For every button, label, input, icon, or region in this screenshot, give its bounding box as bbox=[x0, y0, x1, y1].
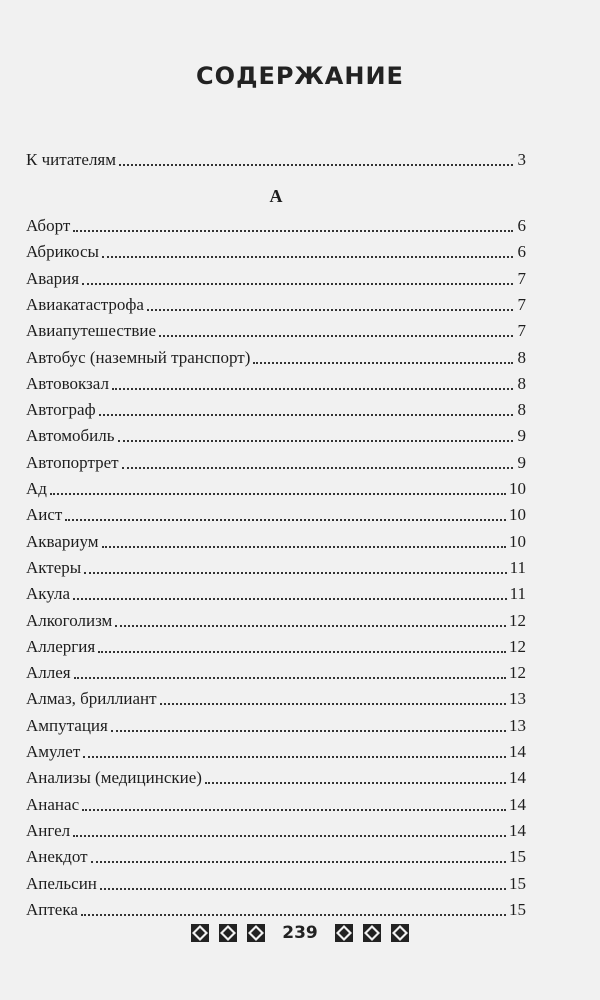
toc-entry-page: 11 bbox=[509, 557, 526, 577]
ornament-icon bbox=[390, 923, 410, 943]
toc-entry-page: 8 bbox=[517, 400, 526, 420]
leader-dots bbox=[102, 544, 506, 548]
toc-entry-label: Автовокзал bbox=[26, 373, 109, 393]
toc-entry bbox=[26, 291, 526, 315]
toc-entry-label: Ад bbox=[26, 479, 47, 498]
toc-entry bbox=[26, 870, 526, 894]
toc-entry-page: 9 bbox=[517, 452, 526, 472]
toc-entry-label: Аптека bbox=[26, 899, 78, 919]
toc-entry-page: 13 bbox=[509, 715, 526, 735]
toc-entry bbox=[26, 501, 526, 525]
toc-entry-label: Абрикосы bbox=[26, 242, 99, 262]
ornament-icon bbox=[334, 923, 354, 943]
toc-entry bbox=[26, 449, 526, 473]
toc-entry-label: Ангел bbox=[26, 820, 71, 840]
leader-dots bbox=[253, 360, 513, 364]
toc-entry-page: 7 bbox=[517, 268, 526, 288]
toc-entry bbox=[26, 659, 526, 683]
toc-entry bbox=[26, 396, 526, 420]
toc-entry-page: 7 bbox=[517, 321, 526, 341]
toc-entry-label: Автограф bbox=[26, 400, 96, 420]
leader-dots bbox=[65, 517, 506, 521]
toc-entry bbox=[26, 817, 526, 841]
leader-dots bbox=[73, 596, 507, 600]
leader-dots bbox=[99, 412, 513, 416]
toc-entry bbox=[26, 607, 526, 631]
toc-entry-page: 14 bbox=[509, 794, 526, 814]
toc-entry bbox=[26, 554, 526, 578]
leader-dots bbox=[50, 491, 506, 495]
toc-entry bbox=[26, 344, 526, 368]
toc-entry-label: Автобус (наземный транспорт) bbox=[26, 347, 251, 367]
toc-entry bbox=[26, 370, 526, 394]
toc-entry bbox=[26, 764, 526, 788]
toc-entry-label: Аист bbox=[26, 505, 63, 525]
toc-entry bbox=[26, 712, 526, 736]
toc-entry-label: Автопортрет bbox=[26, 452, 119, 472]
toc-entry-page: 11 bbox=[509, 584, 526, 604]
toc-entry-page: 10 bbox=[509, 505, 526, 525]
toc-entry bbox=[26, 843, 526, 867]
toc-entry-page: 15 bbox=[509, 899, 526, 919]
leader-dots bbox=[205, 780, 506, 784]
toc-entry-page: 12 bbox=[509, 663, 526, 683]
toc-entry bbox=[26, 528, 526, 552]
toc-entry bbox=[26, 791, 526, 815]
toc-entry bbox=[26, 738, 526, 762]
toc-entry-page: 15 bbox=[509, 873, 526, 893]
toc-entry-page: 14 bbox=[509, 768, 526, 788]
toc-entry bbox=[26, 475, 526, 499]
leader-dots bbox=[98, 649, 506, 653]
leader-dots bbox=[82, 281, 513, 285]
leader-dots bbox=[73, 228, 513, 232]
toc-entry-label: Авария bbox=[26, 268, 80, 288]
leader-dots bbox=[111, 728, 506, 732]
page-number: 239 bbox=[282, 923, 318, 943]
toc-entry-label: Аборт bbox=[26, 216, 71, 235]
leader-dots bbox=[102, 254, 513, 258]
toc-entry-label: Апельсин bbox=[26, 873, 97, 893]
leader-dots bbox=[160, 701, 506, 705]
toc-entry bbox=[26, 580, 526, 604]
toc-entry-label: Амулет bbox=[26, 742, 81, 761]
leader-dots bbox=[115, 623, 506, 627]
leader-dots bbox=[74, 675, 506, 679]
leader-dots bbox=[100, 886, 506, 890]
toc-entry-label: Аллергия bbox=[26, 636, 96, 656]
toc-entry-label: К читателям bbox=[26, 150, 117, 169]
toc-entry-page: 14 bbox=[509, 820, 526, 840]
leader-dots bbox=[84, 570, 506, 574]
toc-entry-label: Анализы (медицинские) bbox=[26, 768, 202, 788]
toc-entry bbox=[26, 265, 526, 289]
ornament-icon bbox=[362, 923, 382, 943]
toc-entry-page: 6 bbox=[517, 216, 526, 235]
toc-entry-label: Ананас bbox=[26, 794, 80, 814]
toc-entry-page: 8 bbox=[517, 347, 526, 367]
leader-dots bbox=[122, 465, 513, 469]
toc-entry-page: 7 bbox=[517, 294, 526, 314]
leader-dots bbox=[147, 307, 513, 311]
toc-entry-label: Анекдот bbox=[26, 847, 88, 867]
toc-entry-page: 6 bbox=[517, 242, 526, 262]
toc-entry bbox=[26, 238, 526, 262]
toc-entry-intro bbox=[26, 146, 526, 170]
toc-entry-page: 13 bbox=[509, 689, 526, 709]
ornament-icon bbox=[246, 923, 266, 943]
toc-entry-page: 12 bbox=[509, 636, 526, 656]
toc-entry-label: Авиакатастрофа bbox=[26, 294, 144, 314]
toc-entry-label: Аквариум bbox=[26, 531, 99, 551]
toc-entry-page: 10 bbox=[509, 479, 526, 498]
leader-dots bbox=[118, 438, 513, 442]
toc-entry-page: 10 bbox=[509, 531, 526, 551]
leader-dots bbox=[119, 162, 513, 166]
leader-dots bbox=[159, 333, 513, 337]
toc-entry-label: Алмаз, бриллиант bbox=[26, 689, 157, 709]
page-footer bbox=[0, 923, 600, 943]
leader-dots bbox=[91, 859, 506, 863]
toc-entry-page: 8 bbox=[517, 373, 526, 393]
section-letter: А bbox=[269, 186, 283, 206]
toc-entry bbox=[26, 896, 526, 920]
toc-entry-page: 3 bbox=[517, 150, 526, 169]
toc-entry-label: Автомобиль bbox=[26, 426, 115, 446]
ornament-icon bbox=[190, 923, 210, 943]
ornament-icon bbox=[218, 923, 238, 943]
toc-entry-label: Актеры bbox=[26, 557, 82, 577]
leader-dots bbox=[112, 386, 513, 390]
toc-entry-label: Ампутация bbox=[26, 715, 108, 735]
leader-dots bbox=[73, 833, 506, 837]
toc-entry-page: 12 bbox=[509, 610, 526, 630]
toc-entry-label: Аллея bbox=[26, 663, 71, 683]
toc-entry-label: Акула bbox=[26, 584, 71, 604]
toc-entry bbox=[26, 685, 526, 709]
toc-entry bbox=[26, 317, 526, 341]
leader-dots bbox=[83, 754, 506, 758]
toc-entry bbox=[26, 633, 526, 657]
toc-entry-label: Алкоголизм bbox=[26, 610, 113, 630]
toc-entry bbox=[26, 422, 526, 446]
toc-entry-label: Авиапутешествие bbox=[26, 321, 156, 341]
toc-entry-page: 9 bbox=[517, 426, 526, 446]
leader-dots bbox=[82, 807, 506, 811]
leader-dots bbox=[81, 912, 506, 916]
toc-entry-page: 15 bbox=[509, 847, 526, 867]
toc-entry bbox=[26, 212, 526, 236]
page-title: СОДЕРЖАНИЕ bbox=[196, 62, 404, 90]
toc-entry-page: 14 bbox=[509, 742, 526, 761]
